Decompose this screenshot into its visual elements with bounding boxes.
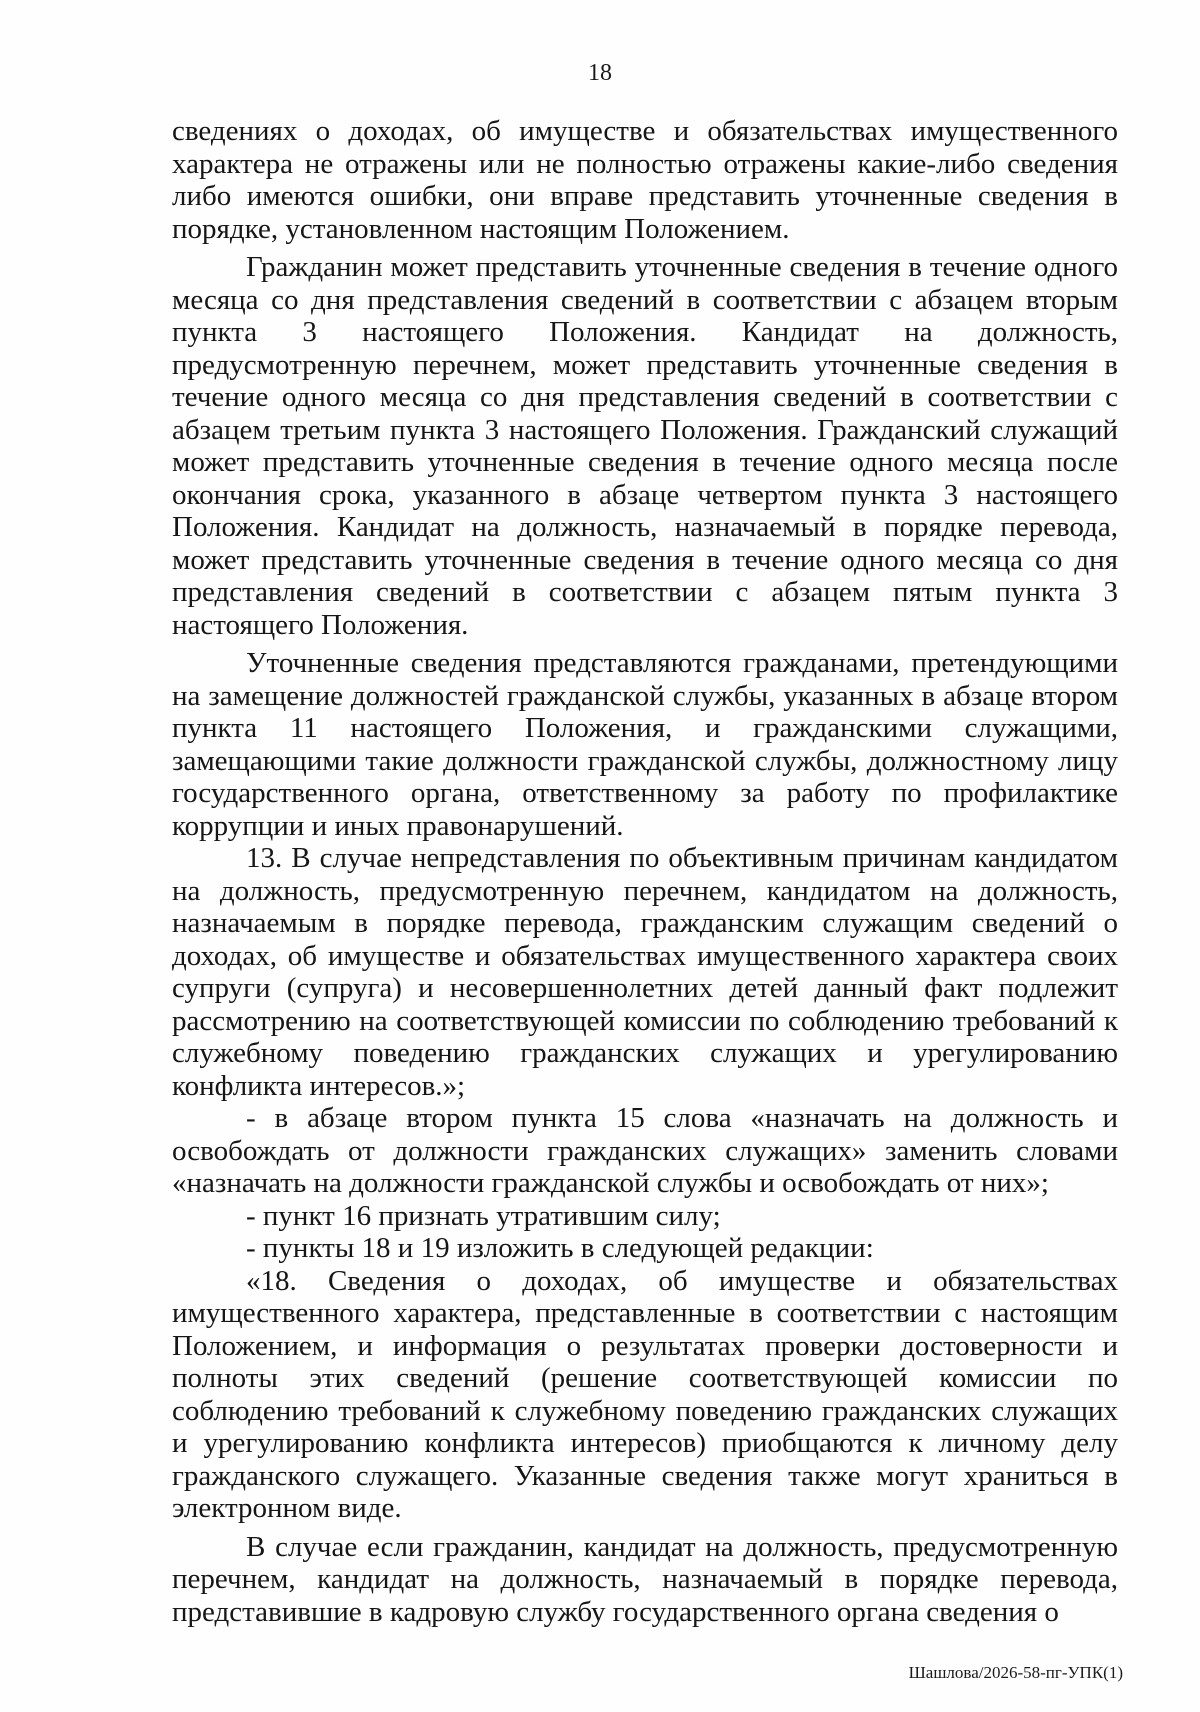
paragraph-item-18: «18. Сведения о доходах, об имуществе и обязательствах имущественного характера, представленные в соответствии с настоящим Положением, и информация о результатах проверки достоверности и полноты этих сведений (решение соответствующей комиссии по соблюдению требований к служебному поведению гражданских служащих и урегулированию конфликта интересов) приобщаются к личному делу гражданского служащего. Указанные сведения также могут храниться в электронном виде. [172, 1264, 1118, 1524]
footer-document-code: Шашлова/2026-58-пг-УПК(1) [908, 1663, 1123, 1682]
document-body [172, 115, 1118, 1628]
paragraph-amendment-item-15: - в абзаце втором пункта 15 слова «назначать на должность и освобождать от должности гражданских служащих» заменить словами «назначать на должности гражданской службы и освобождать от них»; [172, 1102, 1118, 1199]
paragraph-clarified-info-submission: Уточненные сведения представляются гражданами, претендующими на замещение должностей гражданской службы, указанных в абзаце втором пункта 11 настоящего Положения, и гражданскими служащими, замещающими такие должности гражданской службы, должностному лицу государственного органа, ответственному за работу по профилактике коррупции и иных правонарушений. [172, 647, 1118, 842]
paragraph-amendment-item-16: - пункт 16 признать утратившим силу; [246, 1199, 721, 1232]
paragraph-item-13: 13. В случае непредставления по объективным причинам кандидатом на должность, предусмотренную перечнем, кандидатом на должность, назначаемым в порядке перевода, гражданским служащим сведений о доходах, об имуществе и обязательствах имущественного характера своих супруги (супруга) и несовершеннолетних детей данный факт подлежит рассмотрению на соответствующей комиссии по соблюдению требований к служебному поведению гражданских служащих и урегулированию конфликта интересов.»; [172, 842, 1118, 1102]
page-number: 18 [588, 60, 612, 86]
paragraph-item-18-case: В случае если гражданин, кандидат на должность, предусмотренную перечнем, кандидат на должность, назначаемый в порядке перевода, представившие в кадровую службу государственного органа сведения о [172, 1530, 1118, 1628]
paragraph-amendment-items-18-19: - пункты 18 и 19 изложить в следующей редакции: [246, 1232, 874, 1264]
paragraph-continuation: сведениях о доходах, об имуществе и обязательствах имущественного характера не отражены или не полностью отражены какие-либо сведения либо имеются ошибки, они вправе представить уточненные сведения в порядке, установленном настоящим Положением. [172, 115, 1118, 245]
paragraph-clarified-info-deadlines: Гражданин может представить уточненные сведения в течение одного месяца со дня представления сведений в соответствии с абзацем вторым пункта 3 настоящего Положения. Кандидат на должность, предусмотренную перечнем, может представить уточненные сведения в течение одного месяца со дня представления сведений в соответствии с абзацем третьим пункта 3 настоящего Положения. Гражданский служащий может представить уточненные сведения в течение одного месяца после окончания срока, указанного в абзаце четвертом пункта 3 настоящего Положения. Кандидат на должность, назначаемый в порядке перевода, может представить уточненные сведения в течение одного месяца со дня представления сведений в соответствии с абзацем пятым пункта 3 настоящего Положения. [172, 251, 1118, 641]
